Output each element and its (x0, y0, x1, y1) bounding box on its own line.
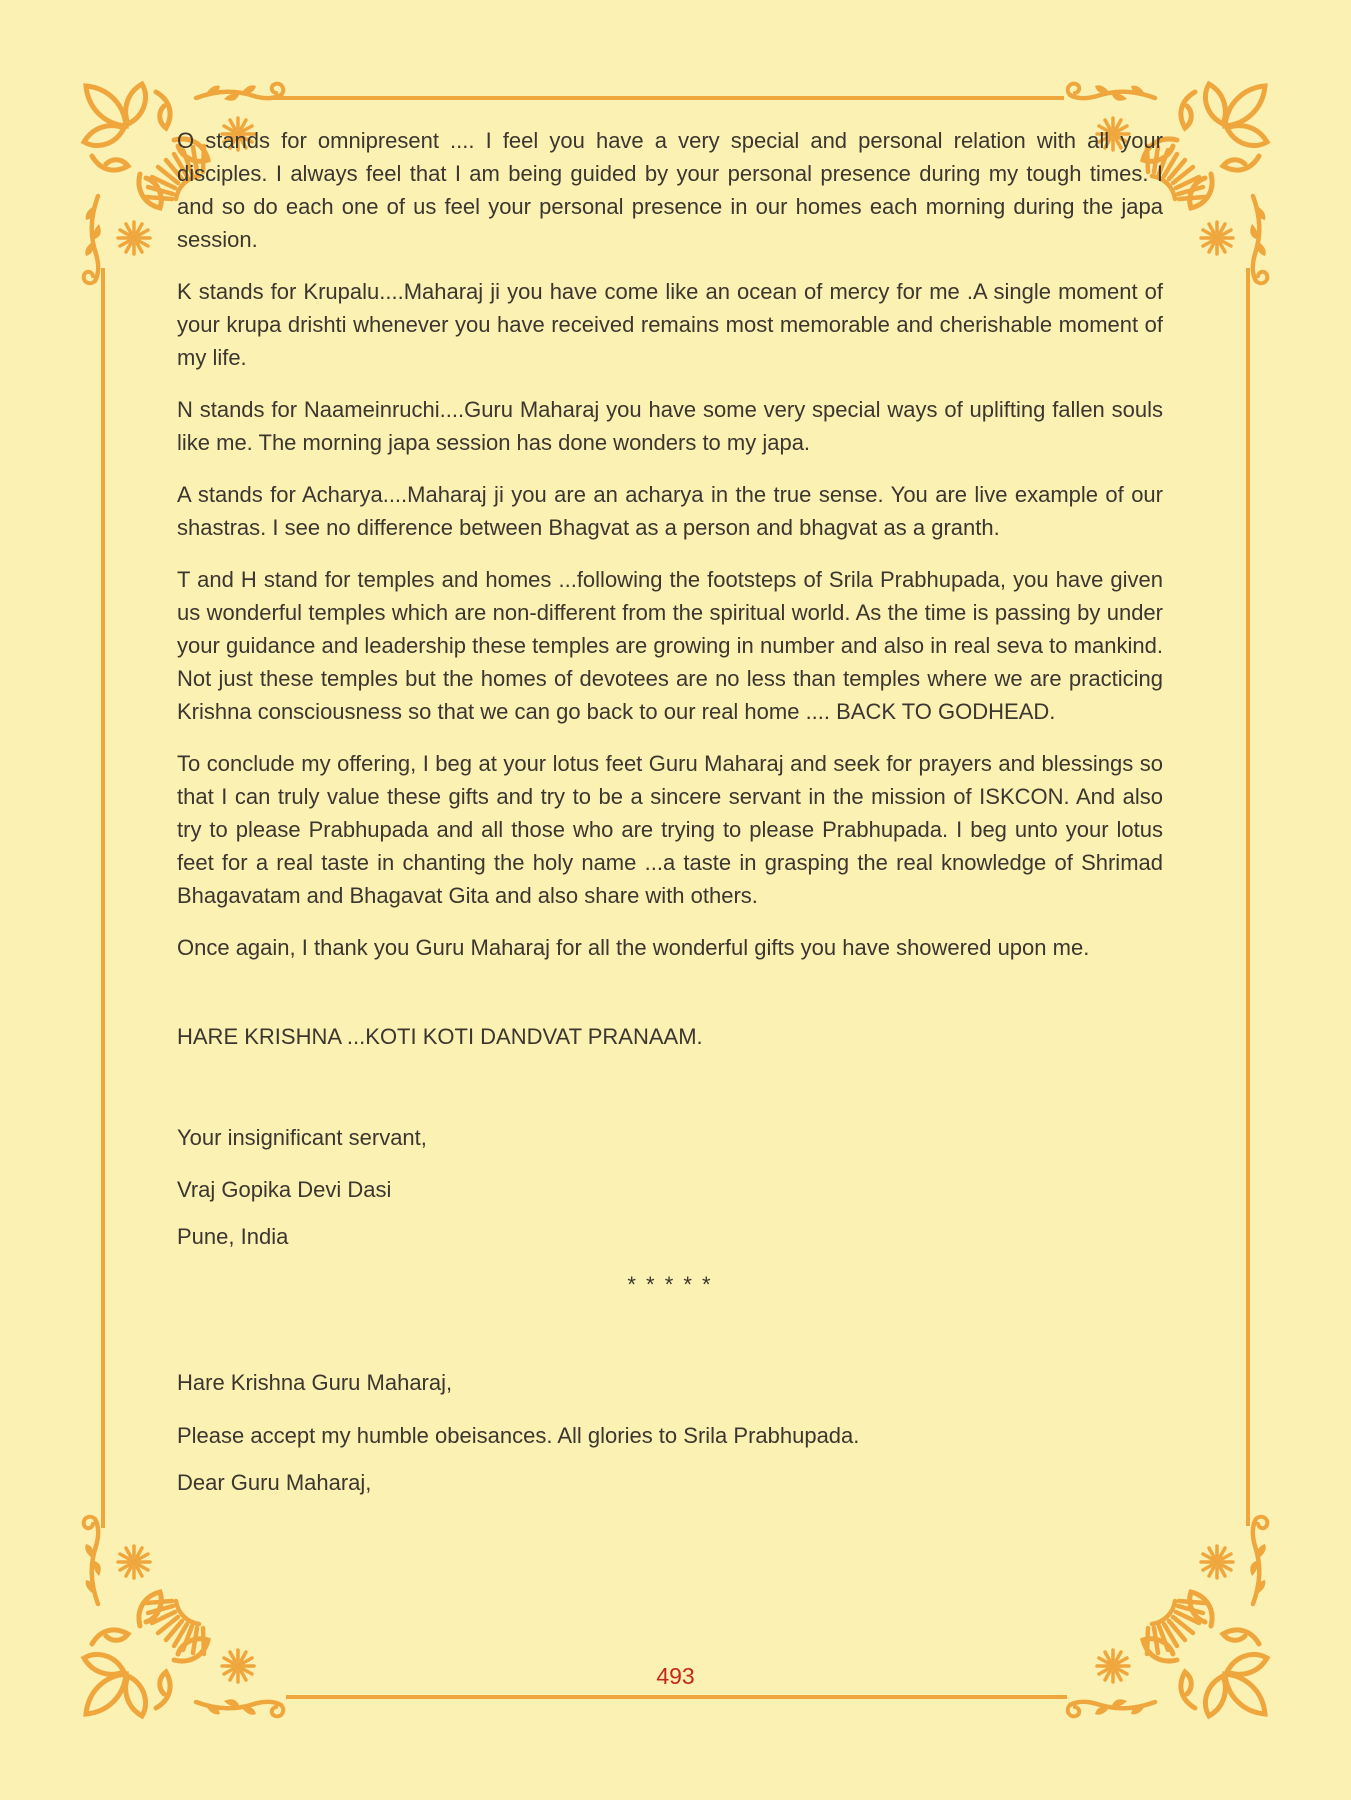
border-top-line (262, 96, 1064, 100)
signature-location: Pune, India (177, 1224, 289, 1249)
letter-paragraph: T and H stand for temples and homes ...following the footsteps of Srila Prabhupada, you have given us wonderful temples which are non-different from the spiritual world. As the time is passing by under your guidance and leadership these temples are growing in number and also in real seva to mankind. Not just these temples but the homes of devotees are no less than temples where we are practicing Krishna consciousness so that we can go back to our real home .... BACK TO GODHEAD. (177, 567, 1163, 724)
floral-corner-ornament-icon (78, 1512, 288, 1722)
signature-closing: Your insignificant servant, (177, 1125, 427, 1150)
next-letter-greeting: Hare Krishna Guru Maharaj, (177, 1370, 453, 1395)
next-letter-dear: Dear Guru Maharaj, (177, 1470, 372, 1495)
letter-paragraph: K stands for Krupalu....Maharaj ji you have come like an ocean of mercy for me .A single moment of your krupa drishti whenever you have received remains most memorable and cherishable moment of my life. (177, 279, 1163, 370)
page-number: 493 (656, 1663, 695, 1689)
letter-body (177, 124, 1163, 1499)
letter-paragraph: Once again, I thank you Guru Maharaj for all the wonderful gifts you have showered upon me. (177, 935, 1090, 960)
signature-name: Vraj Gopika Devi Dasi (177, 1177, 392, 1202)
next-letter-obeisance: Please accept my humble obeisances. All glories to Srila Prabhupada. (177, 1423, 860, 1448)
letter-paragraph: O stands for omnipresent .... I feel you have a very special and personal relation with all your disciples. I always feel that I am being guided by your personal presence during my tough times. I and so do each one of us feel your personal presence in our homes each morning during the japa session. (177, 128, 1163, 252)
floral-corner-ornament-icon (1063, 1512, 1273, 1722)
letter-paragraph: A stands for Acharya....Maharaj ji you are an acharya in the true sense. You are live example of our shastras. I see no difference between Bhagvat as a person and bhagvat as a granth. (177, 482, 1163, 540)
border-left-line (101, 268, 105, 1528)
asterisk-separator: * * * * * (627, 1272, 713, 1297)
letter-paragraph: To conclude my offering, I beg at your lotus feet Guru Maharaj and seek for prayers and blessings so that I can truly value these gifts and try to be a sincere servant in the mission of ISKCON. And also try to please Prabhupada and all those who are trying to please Prabhupada. I beg unto your lotus feet for a real taste in chanting the holy name ...a taste in grasping the real knowledge of Shrimad Bhagavatam and Bhagavat Gita and also share with others. (177, 751, 1163, 908)
border-bottom-line (286, 1695, 1067, 1699)
border-right-line (1246, 268, 1250, 1526)
letter-paragraph: N stands for Naameinruchi....Guru Maharaj you have some very special ways of uplifting fallen souls like me. The morning japa session has done wonders to my japa. (177, 397, 1163, 455)
salutation-line: HARE KRISHNA ...KOTI KOTI DANDVAT PRANAAM. (177, 1024, 703, 1049)
